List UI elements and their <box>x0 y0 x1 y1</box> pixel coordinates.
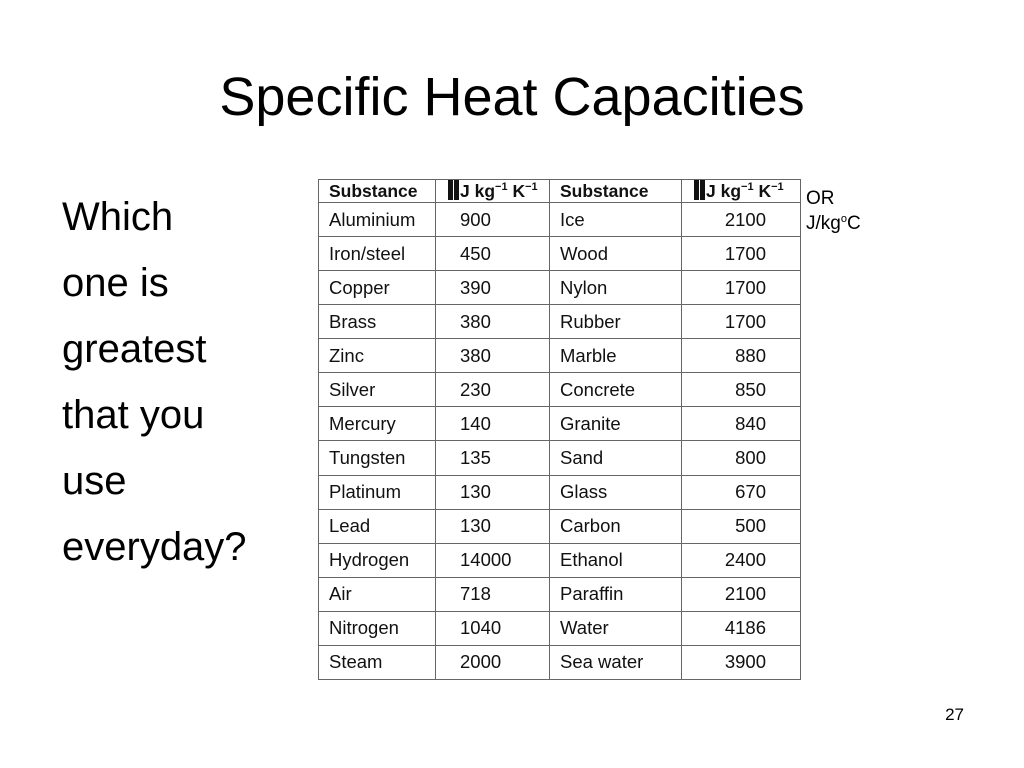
cell-substance: Carbon <box>550 509 682 543</box>
table-row <box>319 543 801 577</box>
header-substance: Substance <box>550 180 682 203</box>
redaction-mark <box>448 180 459 200</box>
cell-value: 840 <box>682 407 801 441</box>
cell-value: 500 <box>682 509 801 543</box>
question-line: greatest <box>62 327 207 371</box>
cell-value: 850 <box>682 373 801 407</box>
table-row <box>319 203 801 237</box>
cell-substance: Zinc <box>319 339 436 373</box>
cell-value: 2000 <box>436 645 550 679</box>
cell-substance: Wood <box>550 237 682 271</box>
cell-substance: Air <box>319 577 436 611</box>
table-row <box>319 373 801 407</box>
table-row <box>319 339 801 373</box>
table-row <box>319 509 801 543</box>
cell-value: 450 <box>436 237 550 271</box>
cell-value: 4186 <box>682 611 801 645</box>
cell-value: 1700 <box>682 271 801 305</box>
cell-substance: Copper <box>319 271 436 305</box>
cell-value: 230 <box>436 373 550 407</box>
table-body <box>319 203 801 680</box>
cell-value: 800 <box>682 441 801 475</box>
table-header-row <box>319 180 801 203</box>
cell-substance: Water <box>550 611 682 645</box>
cell-substance: Lead <box>319 509 436 543</box>
cell-substance: Ethanol <box>550 543 682 577</box>
cell-value: 1700 <box>682 237 801 271</box>
cell-value: 140 <box>436 407 550 441</box>
cell-substance: Silver <box>319 373 436 407</box>
cell-substance: Steam <box>319 645 436 679</box>
cell-value: 14000 <box>436 543 550 577</box>
cell-substance: Granite <box>550 407 682 441</box>
cell-substance: Sea water <box>550 645 682 679</box>
alt-units-value: $J/kg^oC$ <box>806 213 861 234</box>
cell-substance: Mercury <box>319 407 436 441</box>
cell-substance: Paraffin <box>550 577 682 611</box>
table-row <box>319 441 801 475</box>
cell-value: 380 <box>436 305 550 339</box>
cell-substance: Concrete <box>550 373 682 407</box>
cell-substance: Iron/steel <box>319 237 436 271</box>
cell-value: 900 <box>436 203 550 237</box>
cell-value: 670 <box>682 475 801 509</box>
specific-heat-table <box>318 179 801 680</box>
cell-substance: Ice <box>550 203 682 237</box>
table-row <box>319 271 801 305</box>
alternative-units-note <box>806 186 861 236</box>
question-text <box>62 184 302 580</box>
question-line: use <box>62 459 127 503</box>
question-line: that you <box>62 393 205 437</box>
cell-substance: Marble <box>550 339 682 373</box>
question-line: one is <box>62 261 169 305</box>
cell-substance: Rubber <box>550 305 682 339</box>
cell-value: 130 <box>436 509 550 543</box>
cell-substance: Hydrogen <box>319 543 436 577</box>
cell-value: 390 <box>436 271 550 305</box>
header-unit: J $kg^{-1}$ $K^{-1}$ <box>682 180 801 203</box>
page-number: 27 <box>945 705 964 724</box>
cell-value: 2100 <box>682 203 801 237</box>
cell-value: 1040 <box>436 611 550 645</box>
cell-substance: Sand <box>550 441 682 475</box>
cell-value: 135 <box>436 441 550 475</box>
cell-substance: Brass <box>319 305 436 339</box>
cell-substance: Tungsten <box>319 441 436 475</box>
redaction-mark <box>694 180 705 200</box>
table-row <box>319 611 801 645</box>
cell-value: 3900 <box>682 645 801 679</box>
cell-substance: Aluminium <box>319 203 436 237</box>
cell-substance: Platinum <box>319 475 436 509</box>
cell-substance: Nylon <box>550 271 682 305</box>
cell-value: 130 <box>436 475 550 509</box>
question-line: everyday? <box>62 525 247 569</box>
table-row <box>319 407 801 441</box>
table-row <box>319 237 801 271</box>
question-line: Which <box>62 195 174 239</box>
cell-value: 718 <box>436 577 550 611</box>
cell-substance: Nitrogen <box>319 611 436 645</box>
cell-value: 1700 <box>682 305 801 339</box>
cell-value: 2100 <box>682 577 801 611</box>
header-unit: J $kg^{-1}$ $K^{-1}$ <box>436 180 550 203</box>
cell-value: 2400 <box>682 543 801 577</box>
table-row <box>319 577 801 611</box>
specific-heat-table-container <box>318 179 800 680</box>
table-row <box>319 305 801 339</box>
header-substance: Substance <box>319 180 436 203</box>
slide-title: Specific Heat Capacities <box>219 67 805 127</box>
alt-units-or: OR <box>806 188 835 209</box>
cell-substance: Glass <box>550 475 682 509</box>
cell-value: 880 <box>682 339 801 373</box>
table-row <box>319 475 801 509</box>
cell-value: 380 <box>436 339 550 373</box>
table-row <box>319 645 801 679</box>
